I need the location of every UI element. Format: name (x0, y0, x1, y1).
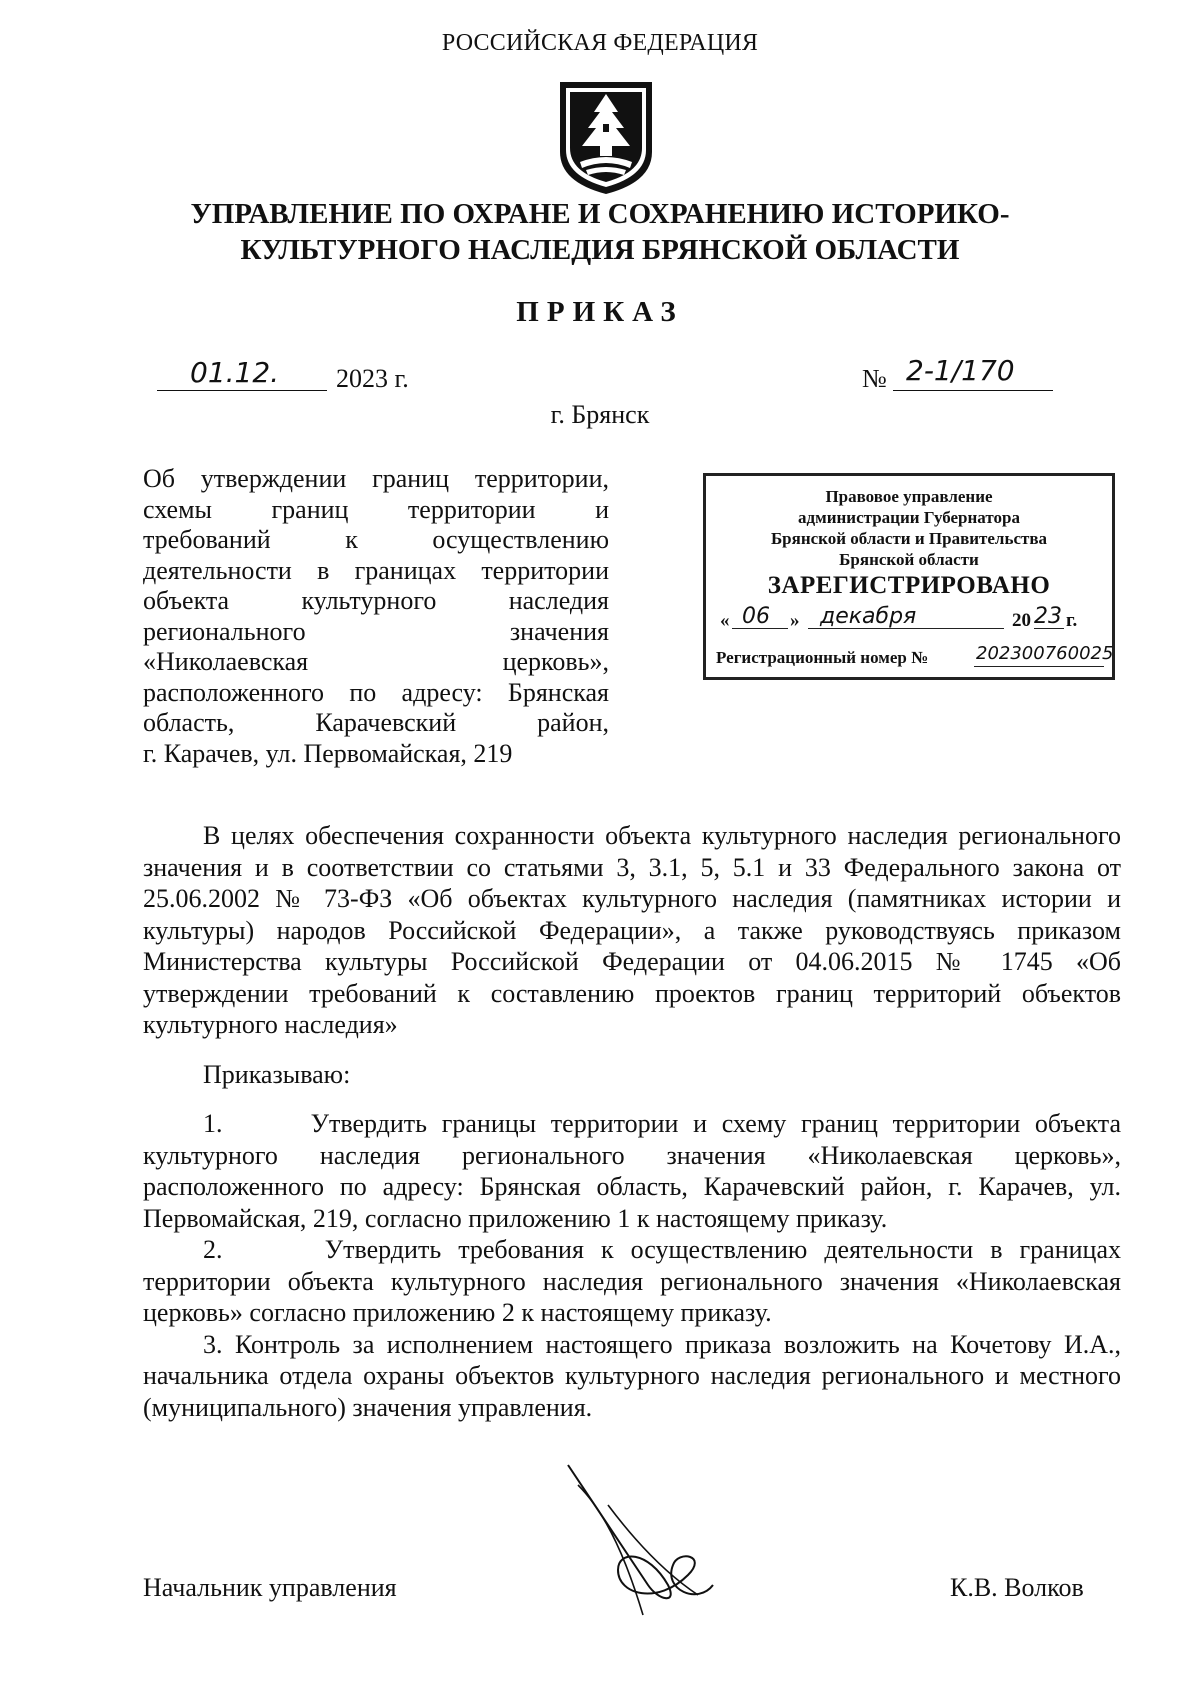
organization-title-line2: КУЛЬТУРНОГО НАСЛЕДИЯ БРЯНСКОЙ ОБЛАСТИ (240, 234, 960, 266)
city: г. Брянск (550, 400, 650, 429)
country-header: РОССИЙСКАЯ ФЕДЕРАЦИЯ (441, 30, 759, 56)
date-year: 2023 г. (336, 364, 409, 393)
date-handwritten: 01.12. (190, 356, 280, 389)
stamp-registered-title: ЗАРЕГИСТРИРОВАНО (767, 572, 1051, 599)
subject-line: деятельности в границах территории (143, 555, 609, 585)
organization-title (0, 196, 1200, 268)
stamp-date (720, 604, 1100, 636)
signer-title: Начальник управления (143, 1573, 397, 1602)
stamp-org-line: Брянской области (839, 550, 979, 569)
registration-stamp (703, 473, 1115, 680)
subject-line: Об утверждении границ территории, (143, 464, 609, 493)
stamp-organization (706, 486, 1112, 570)
subject-line: требований к осуществлению (143, 525, 609, 554)
handwritten-signature (548, 1455, 728, 1625)
subject-line: объекта культурного наследия (143, 586, 609, 615)
stamp-reg-number-handwritten: 202300760025 (976, 643, 1114, 664)
signer-name: К.В. Волков (950, 1573, 1084, 1602)
subject-line: схемы границ территории и (143, 494, 609, 524)
order-item-2: 2. Утвердить требования к осуществлению деятельности в границах территории объекта культурного наследия регионального значения «Николаевская церковь» согласно приложению 2 к настоящему приказу. (143, 1235, 1121, 1327)
stamp-open-quote: « (720, 610, 730, 631)
order-word: Приказываю: (203, 1059, 351, 1089)
stamp-reg-number-label: Регистрационный номер № (716, 648, 929, 667)
stamp-reg-number-underline (974, 666, 1104, 667)
stamp-registration-number (716, 643, 1114, 668)
preamble-paragraph: В целях обеспечения сохранности объекта культурного наследия регионального значения и в соответствии со статьями 3, 3.1, 5, 5.1 и 33 Федерального закона от 25.06.2002 № 73-ФЗ «Об объектах культурного наследия (памятниках истории и культуры) народов Российской Федерации», а также руководствуясь приказом Министерства культуры Российской Федерации от 04.06.2015 № 1745 «Об утверждении требований к составлению проектов границ территорий объектов культурного наследия» (143, 821, 1121, 1039)
subject-line: область, Карачевский район, (143, 708, 609, 737)
subject-line: г. Карачев, ул. Первомайская, 219 (143, 738, 513, 768)
subject-line: регионального значения (143, 616, 609, 646)
order-item-1: 1. Утвердить границы территории и схему границ территории объекта культурного наследия регионального значения «Николаевская церковь», расположенного по адресу: Брянская область, Карачевский район, г. Карачев, ул. Первомайская, 219, согласно приложению 1 к настоящему приказу. (143, 1109, 1121, 1233)
order-number-label: № (862, 364, 887, 393)
order-body (143, 820, 1121, 1423)
stamp-org-line: администрации Губернатора (798, 508, 1020, 527)
order-item-3: 3. Контроль за исполнением настоящего приказа возложить на Кочетову И.А., начальника отдела охраны объектов культурного наследия регионального и местного (муниципального) значения управления. (143, 1329, 1121, 1422)
organization-title-line1: УПРАВЛЕНИЕ ПО ОХРАНЕ И СОХРАНЕНИЮ ИСТОРИКО- (190, 198, 1010, 230)
document-type: ПРИКАЗ (516, 296, 684, 328)
bryansk-coat-of-arms-icon (556, 78, 656, 198)
stamp-month-handwritten: декабря (820, 604, 917, 629)
stamp-day-handwritten: 06 (742, 604, 770, 629)
stamp-year-prefix: 20 (1012, 610, 1031, 631)
order-subject (143, 464, 609, 769)
subject-line: расположенного по адресу: Брянская (143, 677, 609, 707)
stamp-close-quote: » (790, 610, 800, 631)
subject-line: «Николаевская церковь», (143, 647, 609, 676)
stamp-org-line: Правовое управление (825, 487, 993, 506)
stamp-year-handwritten: 23 (1034, 604, 1062, 629)
stamp-year-suffix: г. (1066, 610, 1078, 631)
stamp-org-line: Брянской области и Правительства (770, 529, 1048, 548)
order-number-handwritten: 2-1/170 (906, 354, 1015, 387)
